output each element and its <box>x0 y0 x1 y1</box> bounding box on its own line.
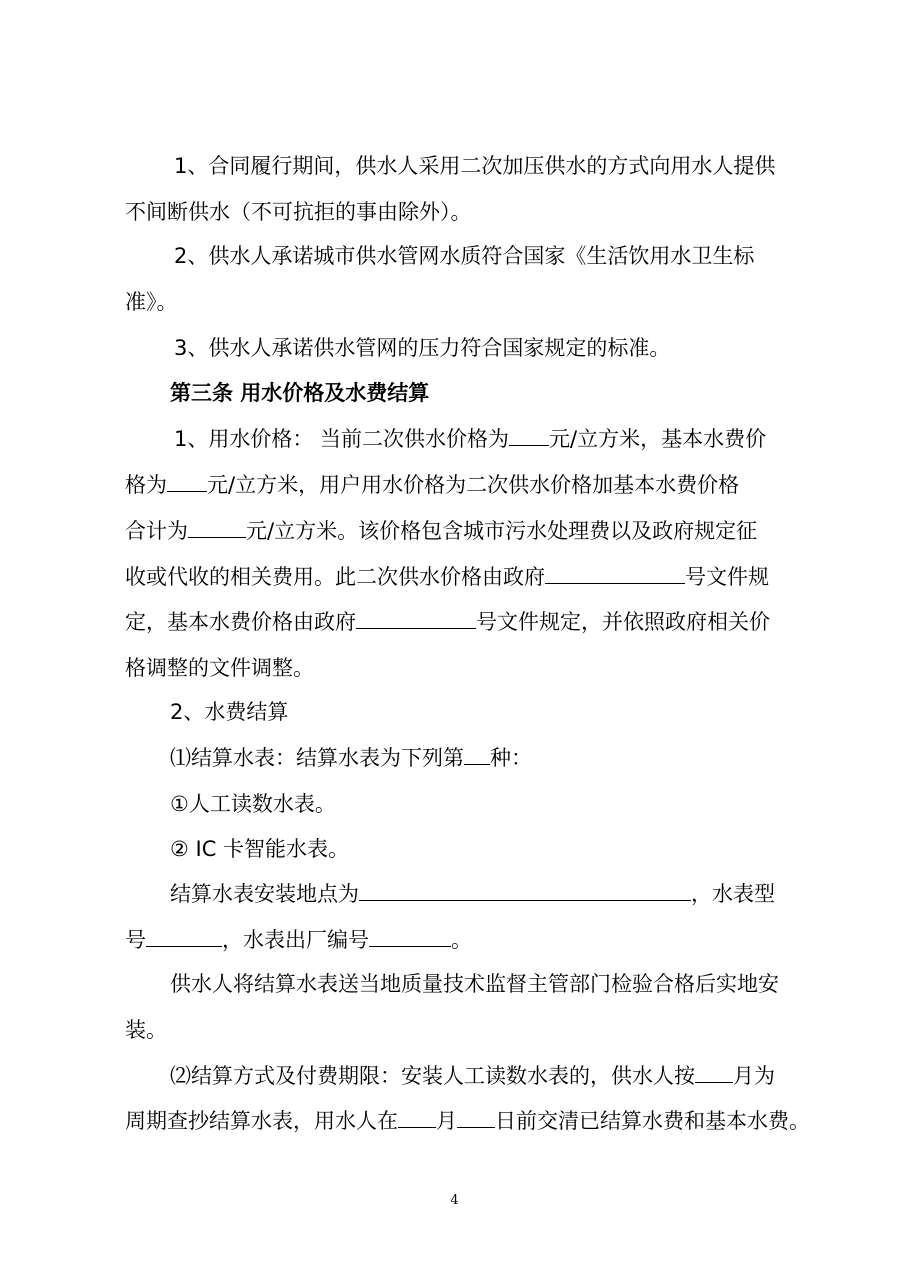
meter-option-1: ①人工读数水表。 <box>170 792 336 816</box>
clause-3-heading: 第三条 用水价格及水费结算 <box>170 381 430 405</box>
meter-model-line: 号 ，水表出厂编号 。 <box>125 928 472 952</box>
price-line-4: 收或代收的相关费用。此二次供水价格由政府 号文件规 <box>125 565 769 589</box>
meter-serial-blank <box>369 926 451 947</box>
meter-inspection-line-2: 装。 <box>125 1018 167 1042</box>
payment-day-blank <box>457 1107 495 1128</box>
base-price-blank <box>167 471 207 492</box>
payment-month-blank <box>398 1107 436 1128</box>
meter-type-blank <box>464 744 490 765</box>
meter-location-line: 结算水表安装地点为 ，水表型 <box>170 882 775 906</box>
settlement-line-1: ⑵结算方式及付费期限：安装人工读数水表的，供水人按 月为 <box>170 1064 775 1088</box>
meter-location-blank <box>359 880 691 901</box>
billing-heading: 2、水费结算 <box>170 700 289 724</box>
meter-option-2: ② IC 卡智能水表。 <box>170 837 350 861</box>
clause-2-item-3: 3、供水人承诺供水管网的压力符合国家规定的标准。 <box>174 336 671 360</box>
price-line-3: 合计为 元/立方米。该价格包含城市污水处理费以及政府规定征 <box>125 519 758 543</box>
settlement-line-2: 周期查抄结算水表，用水人在 月 日前交清已结算水费和基本水费。 <box>125 1109 810 1133</box>
meter-model-blank <box>146 926 222 947</box>
price-line-6: 格调整的文件调整。 <box>125 656 314 680</box>
price-line-2: 格为 元/立方米，用户用水价格为二次供水价格加基本水费价格 <box>125 473 740 497</box>
clause-2-item-2-line-2: 准》。 <box>125 290 178 314</box>
price-line-5: 定，基本水费价格由政府 号文件规定，并依照政府相关价 <box>125 610 770 634</box>
total-price-blank <box>188 517 246 538</box>
clause-2-item-1-line-2: 不间断供水（不可抗拒的事由除外）。 <box>125 200 472 224</box>
clause-2-item-1-line-1: 1、合同履行期间，供水人采用二次加压供水的方式向用水人提供 <box>174 154 776 178</box>
base-price-doc-blank <box>356 608 476 629</box>
meter-inspection-line-1: 供水人将结算水表送当地质量技术监督主管部门检验合格后实地安 <box>170 972 779 996</box>
billing-cycle-blank <box>695 1062 733 1083</box>
clause-2-item-2-line-1: 2、供水人承诺城市供水管网水质符合国家《生活饮用水卫生标 <box>174 244 755 268</box>
secondary-price-doc-blank <box>545 563 685 584</box>
page-number: 4 <box>450 1193 459 1208</box>
secondary-price-blank <box>509 425 549 446</box>
price-line-1: 1、用水价格： 当前二次供水价格为 元/立方米，基本水费价 <box>174 427 767 451</box>
meter-type-line: ⑴结算水表：结算水表为下列第 种： <box>170 746 532 770</box>
